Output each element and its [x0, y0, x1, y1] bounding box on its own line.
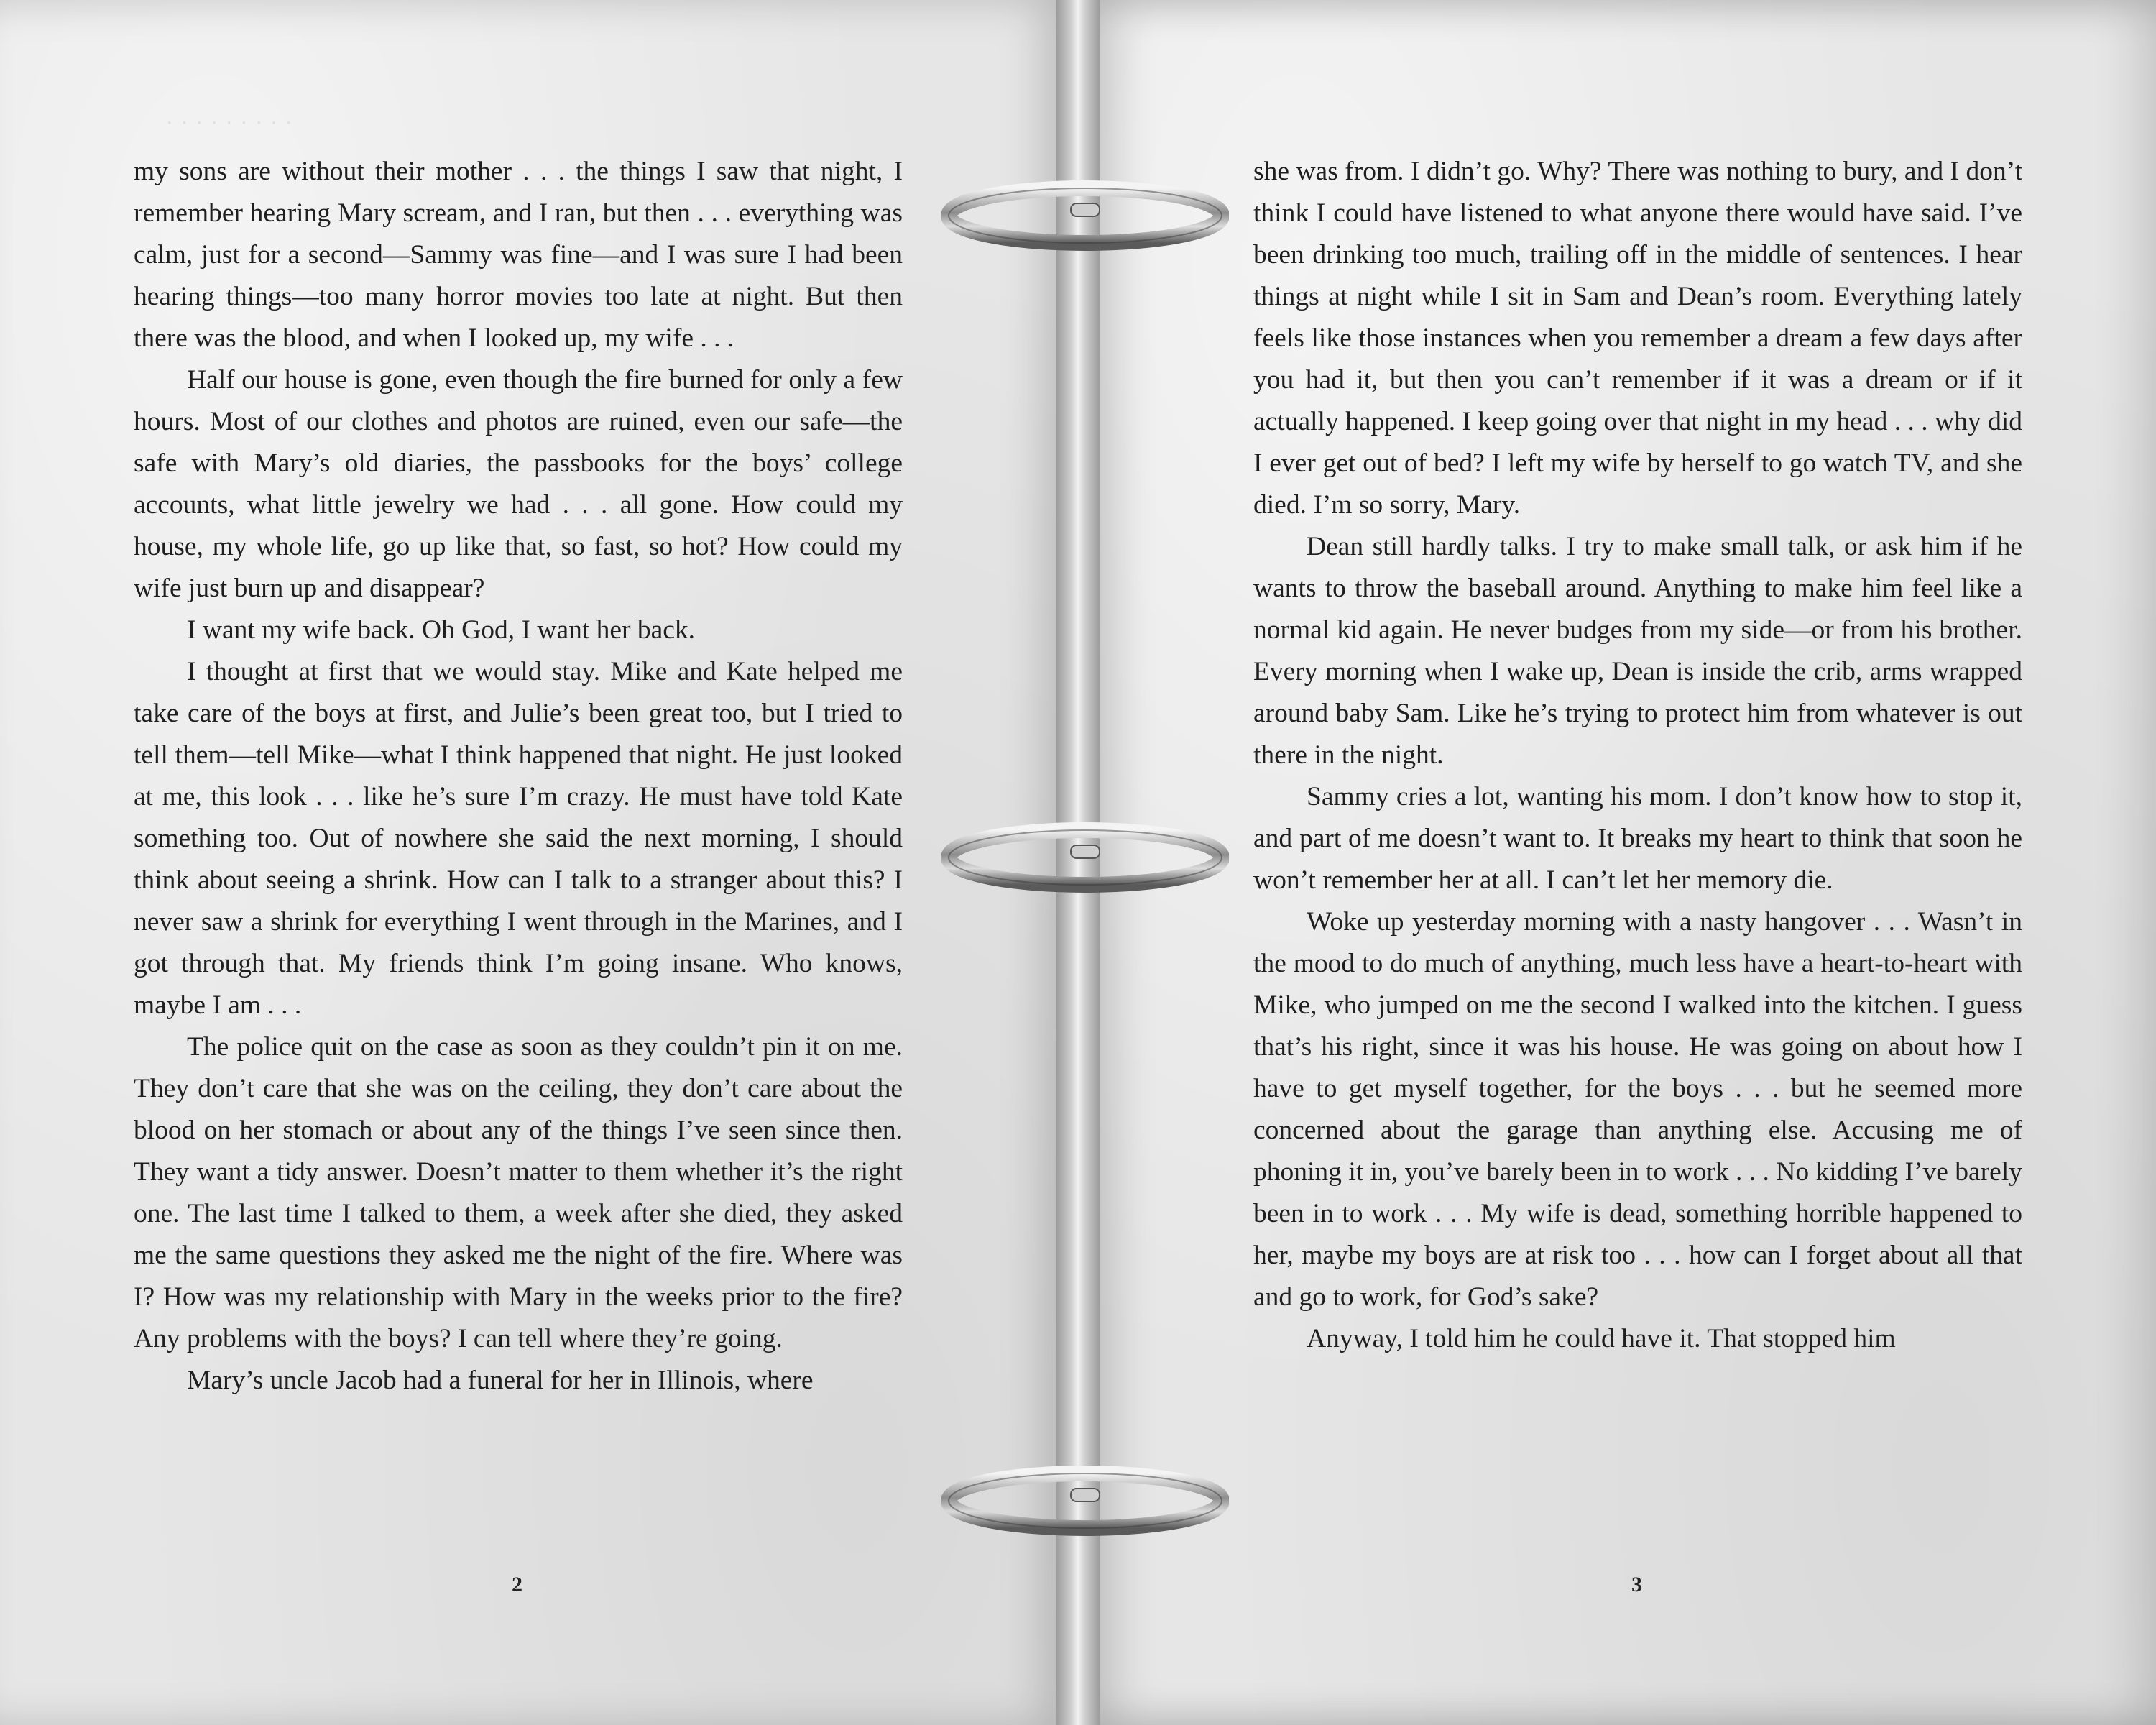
paragraph: my sons are without their mother . . . the things I saw that night, I remember hearing Mary scream, and I ran, but then . . . everything was calm, just for a second—Sammy was fine—and I was sure I had been hearing things—too many horror movies too late at night. But then there was the blood, and when I looked up, my wife . . .: [134, 157, 903, 353]
paragraph: Mary’s uncle Jacob had a funeral for her in Illinois, where: [187, 1366, 814, 1395]
paragraph: she was from. I didn’t go. Why? There was nothing to bury, and I don’t think I could have listened to what anyone there would have said. I’ve been drinking too much, trailing off in the middle of sentences. I hear things at night while I sit in Sam and Dean’s room. Everything lately feels like those instances when you remember a dream a few days after you had it, but then you can’t remember if it was a dream or if it actually happened. I keep going over that night in my head . . . why did I ever get out of bed? I left my wife by herself to go watch TV, and she died. I’m so sorry, Mary.: [1253, 157, 2022, 520]
bleed-through-texture: · · · · · · · · ·: [165, 108, 293, 135]
paragraph: The police quit on the case as soon as they couldn’t pin it on me. They don’t care that she was on the ceiling, they don’t care about the blood on her stomach or about any of the things I’ve seen since then. They want a tidy answer. Doesn’t matter to them whether it’s the right one. The last time I talked to them, a week after she died, they asked me the same questions they asked me the night of the fire. Where was I? How was my relationship with Mary in the weeks prior to the fire? Any problems with the boys? I can tell where they’re going.: [134, 1032, 903, 1353]
left-page-text: [134, 151, 903, 1402]
paragraph: I want my wife back. Oh God, I want her back.: [187, 615, 696, 645]
right-page-text: [1253, 151, 2022, 1360]
binder-ring-icon: [941, 818, 1229, 897]
paragraph: Half our house is gone, even though the fire burned for only a few hours. Most of our clothes and photos are ruined, even our safe—the safe with Mary’s old diaries, the passbooks for the boys’ college accounts, what little jewelry we had . . . all gone. How could my house, my whole life, go up like that, so fast, so hot? How could my wife just burn up and disappear?: [134, 365, 903, 603]
page-number: 3: [1631, 1573, 1642, 1596]
paragraph: Woke up yesterday morning with a nasty hangover . . . Wasn’t in the mood to do much of anything, much less have a heart-to-heart with Mike, who jumped on me the second I walked into the kitchen. I guess that’s his right, since it was his house. He was going on about how I have to get myself together, for the boys . . . but he seemed more concerned about the garage than anything else. Accusing me of phoning it in, you’ve barely been in to work . . . No kidding I’ve barely been in to work . . . My wife is dead, something horrible happened to her, maybe my boys are at risk too . . . how can I forget about all that and go to work, for God’s sake?: [1253, 907, 2022, 1312]
paragraph: Anyway, I told him he could have it. That stopped him: [1307, 1324, 1896, 1353]
paragraph: I thought at first that we would stay. Mike and Kate helped me take care of the boys at first, and Julie’s been great too, but I tried to tell them—tell Mike—what I think happened that night. He just looked at me, this look . . . like he’s sure I’m crazy. He must have told Kate something too. Out of nowhere she said the next morning, I should think about seeing a shrink. How can I talk to a stranger about this? I never saw a shrink for everything I went through in the Marines, and I got through that. My friends think I’m going insane. Who knows, maybe I am . . .: [134, 657, 903, 1020]
binder-ring-icon: [941, 1461, 1229, 1540]
page-number: 2: [512, 1573, 522, 1596]
paragraph: Dean still hardly talks. I try to make small talk, or ask him if he wants to throw the baseball around. Anything to make him feel like a normal kid again. He never budges from my side—or from his brother. Every morning when I wake up, Dean is inside the crib, arms wrapped around baby Sam. Like he’s trying to protect him from whatever is out there in the night.: [1253, 532, 2022, 770]
binder-ring-icon: [941, 176, 1229, 255]
paragraph: Sammy cries a lot, wanting his mom. I don’t know how to stop it, and part of me doesn’t want to. It breaks my heart to think that soon he won’t remember her at all. I can’t let her memory die.: [1253, 782, 2022, 895]
